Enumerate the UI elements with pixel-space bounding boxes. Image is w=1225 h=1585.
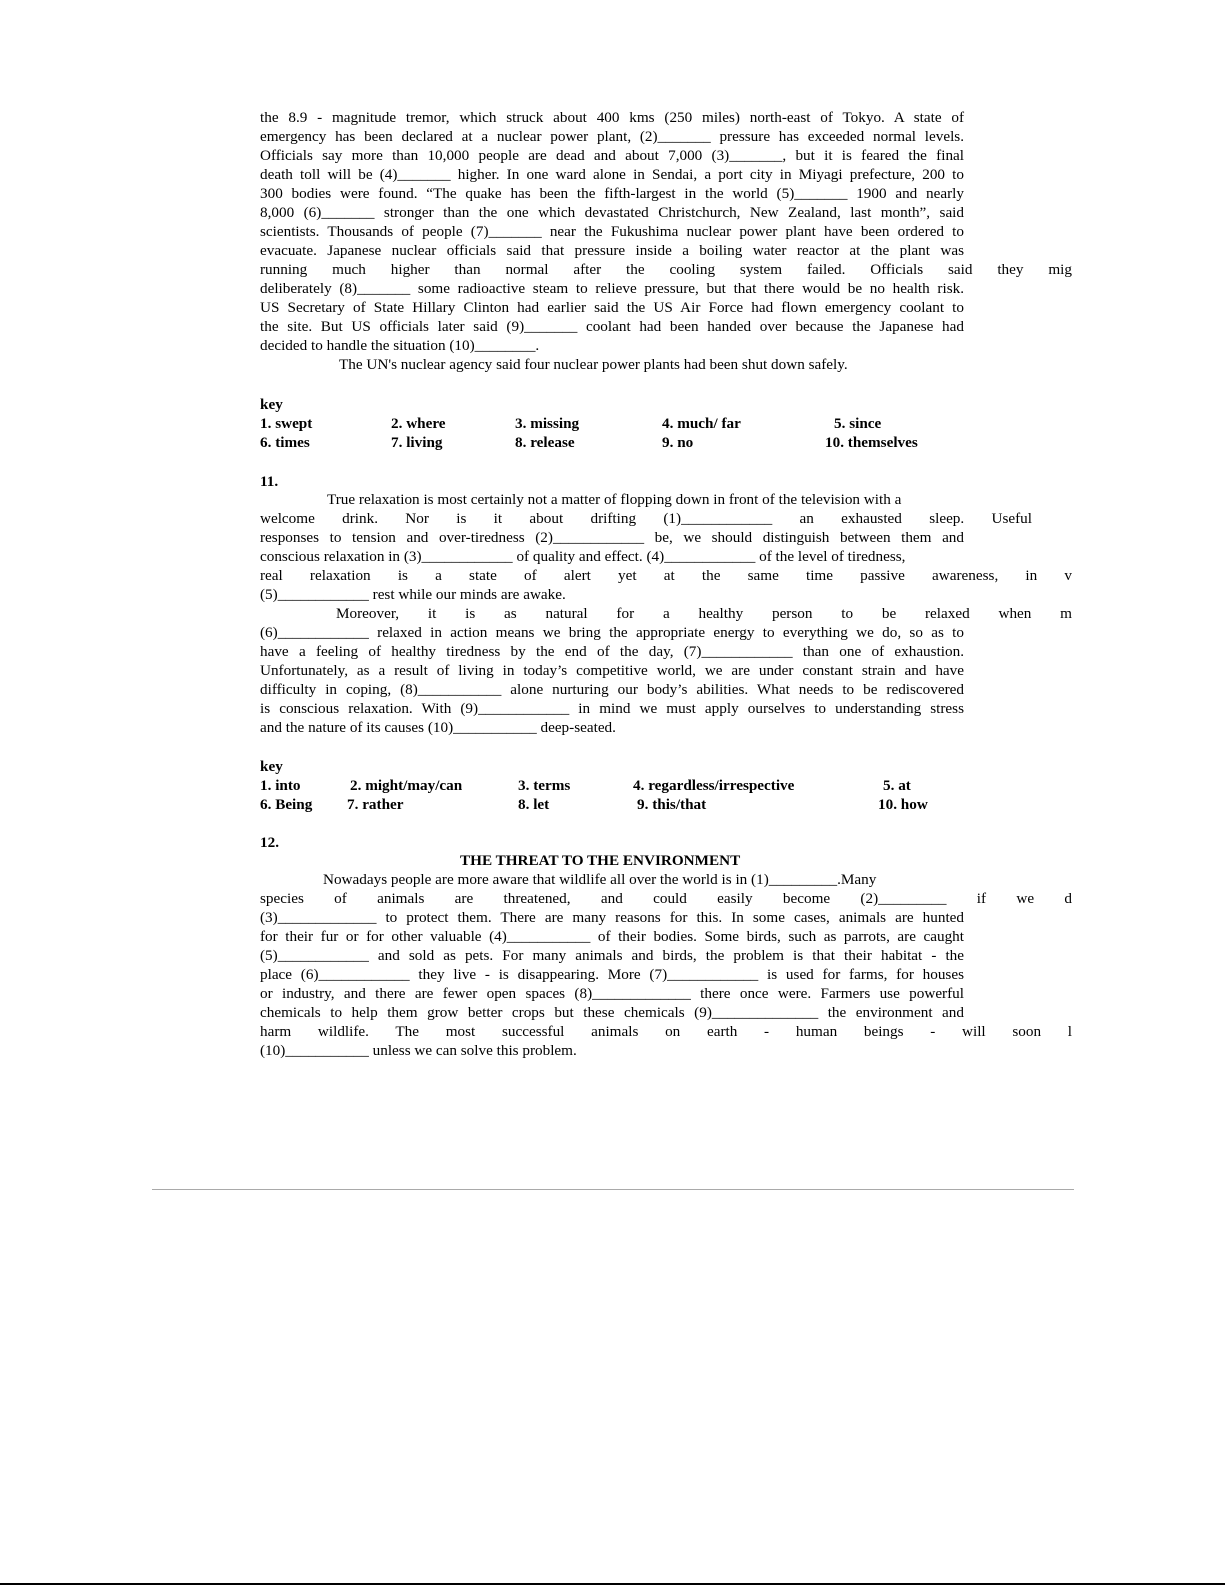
passage-line: for their fur or for other valuable (4)___________ of their bodies. Some birds, such as parrots, are caught xyxy=(260,928,964,945)
exercise-number: 12. xyxy=(260,834,279,851)
passage-line: running much higher than normal after the cooling system failed. Officials said they mig xyxy=(260,261,1072,278)
passage-line: or industry, and there are fewer open spaces (8)_____________ there once were. Farmers use powerful xyxy=(260,985,964,1002)
key-item: 4. much/ far xyxy=(662,415,741,432)
key-item: 6. Being xyxy=(260,796,313,813)
key-item: 9. no xyxy=(662,434,694,451)
key-item: 4. regardless/irrespective xyxy=(633,777,795,794)
passage-line: Nowadays people are more aware that wildlife all over the world is in (1)_________.Many xyxy=(323,871,877,888)
passage-line: chemicals to help them grow better crops but these chemicals (9)______________ the environment and xyxy=(260,1004,964,1021)
key-item: 5. at xyxy=(883,777,911,794)
key-item: 8. release xyxy=(515,434,575,451)
key-item: 8. let xyxy=(518,796,550,813)
passage-line: place (6)____________ they live - is disappearing. More (7)____________ is used for farms, for houses xyxy=(260,966,964,983)
passage-line: (3)_____________ to protect them. There are many reasons for this. In some cases, animals are hunted xyxy=(260,909,964,926)
passage-line: True relaxation is most certainly not a matter of flopping down in front of the television with a xyxy=(327,491,902,508)
passage-line: is conscious relaxation. With (9)____________ in mind we must apply ourselves to understanding stress xyxy=(260,700,964,717)
passage-line: responses to tension and over-tiredness (2)____________ be, we should distinguish between them and xyxy=(260,529,964,546)
key-item: 2. might/may/can xyxy=(350,777,463,794)
passage-line: welcome drink. Nor is it about drifting (1)____________ an exhausted sleep. Useful xyxy=(260,510,1032,527)
passage-line: US Secretary of State Hillary Clinton had earlier said the US Air Force had flown emergency coolant to xyxy=(260,299,964,316)
key-item: 1. swept xyxy=(260,415,313,432)
passage-line: Moreover, it is as natural for a healthy person to be relaxed when m xyxy=(336,605,1072,622)
key-item: 3. missing xyxy=(515,415,580,432)
passage-line: scientists. Thousands of people (7)_______ near the Fukushima nuclear power plant have been ordered to xyxy=(260,223,964,240)
passage-line: (6)____________ relaxed in action means we bring the appropriate energy to everything we do, so as to xyxy=(260,624,964,641)
passage-line: difficulty in coping, (8)___________ alone nurturing our body’s abilities. What needs to be rediscovered xyxy=(260,681,964,698)
exercise-title: THE THREAT TO THE ENVIRONMENT xyxy=(460,852,741,869)
passage-line: 8,000 (6)_______ stronger than the one which devastated Christchurch, New Zealand, last month”, said xyxy=(260,204,964,221)
passage-line: conscious relaxation in (3)____________ of quality and effect. (4)____________ of the level of tiredness, xyxy=(260,548,906,565)
passage-line: harm wildlife. The most successful animals on earth - human beings - will soon l xyxy=(260,1023,1072,1040)
key-item: 2. where xyxy=(391,415,446,432)
passage-line: real relaxation is a state of alert yet at the same time passive awareness, in v xyxy=(260,567,1072,584)
key-item: 7. living xyxy=(391,434,443,451)
passage-line: evacuate. Japanese nuclear officials said that pressure inside a boiling water reactor at the plant was xyxy=(260,242,964,259)
exercise-number: 11. xyxy=(260,473,279,490)
passage-line: the 8.9 - magnitude tremor, which struck about 400 kms (250 miles) north-east of Tokyo. A state of xyxy=(260,109,964,126)
key-item: 1. into xyxy=(260,777,301,794)
key-label: key xyxy=(260,758,283,775)
passage-line: death toll will be (4)_______ higher. In one ward alone in Sendai, a port city in Miyagi prefecture, 200 to xyxy=(260,166,964,183)
passage-line: Unfortunately, as a result of living in today’s competitive world, we are under constant strain and have xyxy=(260,662,964,679)
passage-line: the site. But US officials later said (9)_______ coolant had been handed over because the Japanese had xyxy=(260,318,964,335)
passage-line: 300 bodies were found. “The quake has been the fifth-largest in the world (5)_______ 1900 and nearly xyxy=(260,185,964,202)
passage-line: (5)____________ rest while our minds are awake. xyxy=(260,586,566,603)
passage-line: and the nature of its causes (10)___________ deep-seated. xyxy=(260,719,616,736)
passage-line: (5)____________ and sold as pets. For many animals and birds, the problem is that their habitat - the xyxy=(260,947,964,964)
key-item: 7. rather xyxy=(347,796,404,813)
passage-line: Officials say more than 10,000 people are dead and about 7,000 (3)_______, but it is feared the final xyxy=(260,147,964,164)
key-item: 10. themselves xyxy=(825,434,918,451)
key-item: 10. how xyxy=(878,796,928,813)
page-divider xyxy=(152,1189,1074,1190)
key-item: 9. this/that xyxy=(637,796,707,813)
passage-line: decided to handle the situation (10)________. xyxy=(260,337,540,354)
passage-line: The UN's nuclear agency said four nuclear power plants had been shut down safely. xyxy=(339,356,848,373)
passage-line: (10)___________ unless we can solve this problem. xyxy=(260,1042,577,1059)
passage-line: deliberately (8)_______ some radioactive steam to relieve pressure, but that there would be no health risk. xyxy=(260,280,964,297)
passage-line: have a feeling of healthy tiredness by the end of the day, (7)____________ than one of exhaustion. xyxy=(260,643,964,660)
key-item: 6. times xyxy=(260,434,310,451)
passage-line: species of animals are threatened, and could easily become (2)_________ if we d xyxy=(260,890,1072,907)
passage-line: emergency has been declared at a nuclear power plant, (2)_______ pressure has exceeded normal levels. xyxy=(260,128,964,145)
key-item: 3. terms xyxy=(518,777,571,794)
key-item: 5. since xyxy=(834,415,882,432)
key-label: key xyxy=(260,396,283,413)
